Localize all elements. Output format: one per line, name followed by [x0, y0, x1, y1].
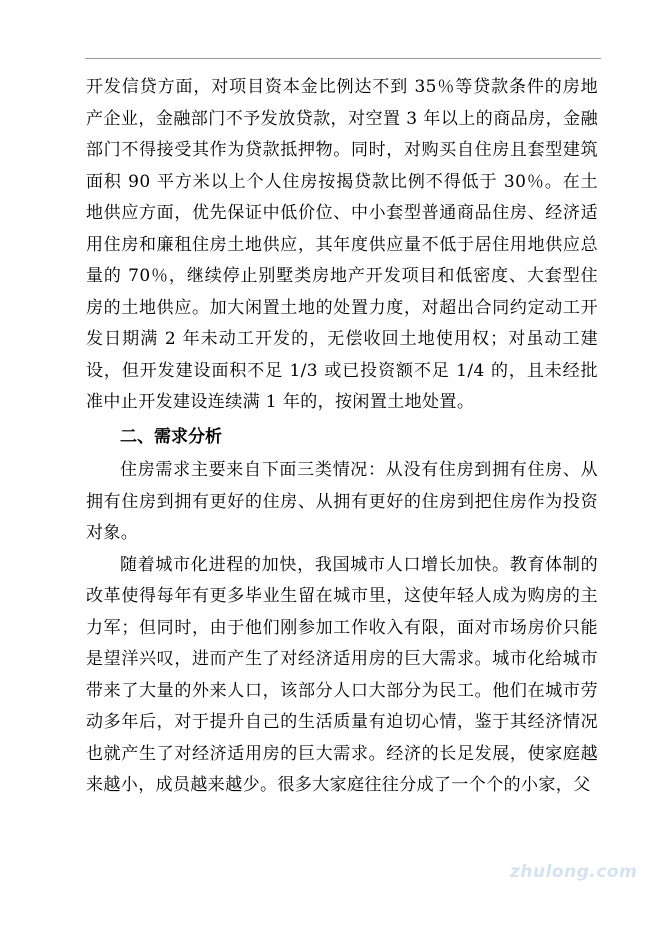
document-page — [86, 72, 598, 802]
header-rule — [85, 58, 601, 59]
section-heading-demand-analysis: 二、需求分析 — [120, 426, 222, 447]
paragraph-demand-intro: 住房需求主要来自下面三类情况：从没有住房到拥有住房、从拥有住房到拥有更好的住房、从拥有更好的住房到把住房作为投资对象。 — [86, 460, 598, 543]
paragraph-urbanization: 随着城市化进程的加快，我国城市人口增长加快。教育体制的改革使得每年有更多毕业生留在城市里，这使年轻人成为购房的主力军；但同时，由于他们刚参加工作收入有限，面对市场房价只能是望洋兴叹，进而产生了对经济适用房的巨大需求。城市化给城市带来了大量的外来人口，该部分人口大部分为民工。他们在城市劳动多年后，对于提升自己的生活质量有迫切心情，鉴于其经济情况也就产生了对经济适用房的巨大需求。经济的长足发展，使家庭越来越小，成员越来越少。很多大家庭往往分成了一个个的小家，父 — [86, 554, 598, 795]
paragraph-credit-land-policy: 开发信贷方面，对项目资本金比例达不到 35％等贷款条件的房地产企业，金融部门不予发放贷款，对空置 3 年以上的商品房，金融部门不得接受其作为贷款抵押物。同时，对购买自住房且套型建筑面积 90 平方米以上个人住房按揭贷款比例不得低于 30％。在土地供应方面，优先保证中低价位、中小套型普通商品住房、经济适用住房和廉租住房土地供应，其年度供应量不低于居住用地供应总量的 70％，继续停止别墅类房地产开发项目和低密度、大套型住房的土地供应。加大闲置土地的处置力度，对超出合同约定动工开发日期满 2 年未动工开发的，无偿收回土地使用权；对虽动工建设，但开发建设面积不足 1/3 或已投资额不足 1/4 的，且未经批准中止开发建设连续满 1 年的，按闲置土地处置。 — [86, 77, 598, 412]
watermark-site: zhulong.com — [510, 862, 638, 882]
